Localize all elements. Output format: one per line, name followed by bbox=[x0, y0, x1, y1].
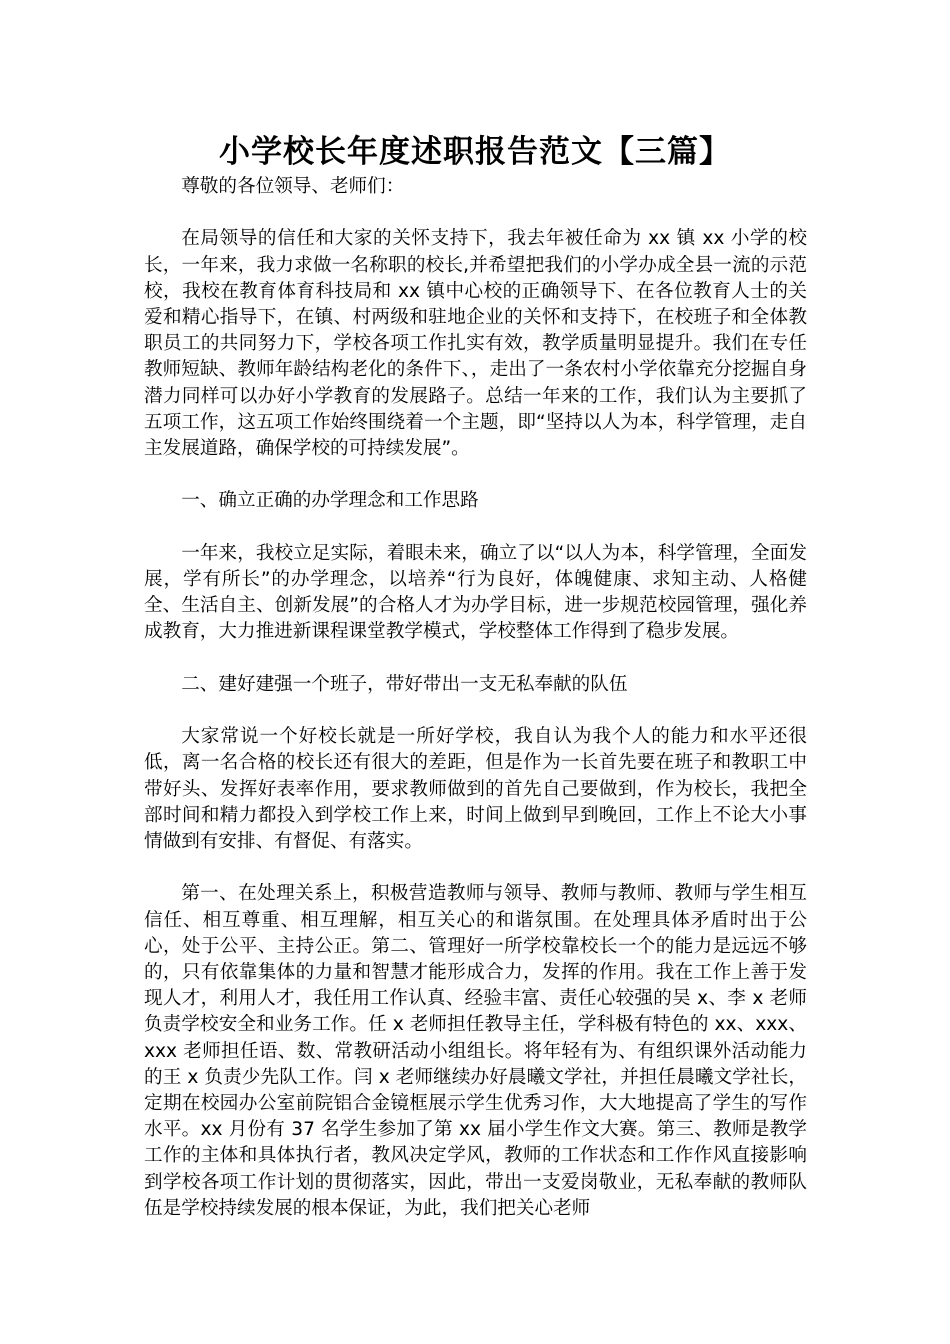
section-heading-2: 二、建好建强一个班子，带好带出一支无私奉献的队伍 bbox=[181, 673, 628, 695]
salutation: 尊敬的各位领导、老师们： bbox=[181, 176, 405, 197]
document-title: 小学校长年度述职报告范文【三篇】 bbox=[219, 134, 731, 170]
paragraph-section-2-details: 第一、在处理关系上，积极营造教师与领导、教师与教师、教师与学生相互信任、相互尊重、相互理解，相互关心的和谐氛围。在处理具体矛盾时出于公心，处于公平、主持公正。第二、管理好一所学校靠校长一个的能力是远远不够的，只有依靠集体的力量和智慧才能形成合力，发挥的作用。我在工作上善于发现人才，利用人才，我任用工作认真、经验丰富、责任心较强的吴 x、李 x 老师负责学校安全和业务工作。任 x 老师担任教导主任，学科极有特色的 xx、xxx、xxx 老师担任语、数、常教研活动小组组长。将年轻有为、有组织课外活动能力的王 x 负责少先队工作。闫 x 老师继续办好晨曦文学社，并担任晨曦文学社长，定期在校园办公室前院铝合金镜框展示学生优秀习作，大大地提高了学生的写作水平。xx 月份有 37 名学生参加了第 xx 届小学生作文大赛。第三、教师是教学工作的主体和具体执行者，教风决定学风，教师的工作状态和工作作风直接影响到学校各项工作计划的贯彻落实，因此，带出一支爱岗敬业，无私奉献的教师队伍是学校持续发展的根本保证，为此，我们把关心老师 bbox=[144, 883, 807, 1219]
paragraph-section-2: 大家常说一个好校长就是一所好学校，我自认为我个人的能力和水平还很低，离一名合格的校长还有很大的差距，但是作为一长首先要在班子和教职工中带好头、发挥好表率作用，要求教师做到的首先自己要做到，作为校长，我把全部时间和精力都投入到学校工作上来，时间上做到早到晚回，工作上不论大小事情做到有安排、有督促、有落实。 bbox=[144, 726, 807, 852]
paragraph-section-1: 一年来，我校立足实际，着眼未来，确立了以“以人为本，科学管理，全面发展，学有所长”的办学理念，以培养“行为良好，体魄健康、求知主动、人格健全、生活自主、创新发展”的合格人才为办学目标，进一步规范校园管理，强化养成教育，大力推进新课程课堂教学模式，学校整体工作得到了稳步发展。 bbox=[144, 542, 807, 643]
section-heading-1: 一、确立正确的办学理念和工作思路 bbox=[181, 490, 479, 512]
paragraph-intro: 在局领导的信任和大家的关怀支持下，我去年被任命为 xx 镇 xx 小学的校长，一年来，我力求做一名称职的校长,并希望把我们的小学办成全县一流的示范校，我校在教育体育科技局和 xx 镇中心校的正确领导下、在各位教育人士的关爱和精心指导下，在镇、村两级和驻地企业的关怀和支持下，在校班子和全体教职员工的共同努力下，学校各项工作扎实有效，教学质量明显提升。我们在专任教师短缺、教师年龄结构老化的条件下、，走出了一条农村小学依靠充分挖掘自身潜力同样可以办好小学教育的发展路子。总结一年来的工作，我们认为主要抓了五项工作，这五项工作始终围绕着一个主题，即“坚持以人为本，科学管理，走自主发展道路，确保学校的可持续发展”。 bbox=[144, 228, 807, 460]
document-body bbox=[144, 174, 807, 1222]
